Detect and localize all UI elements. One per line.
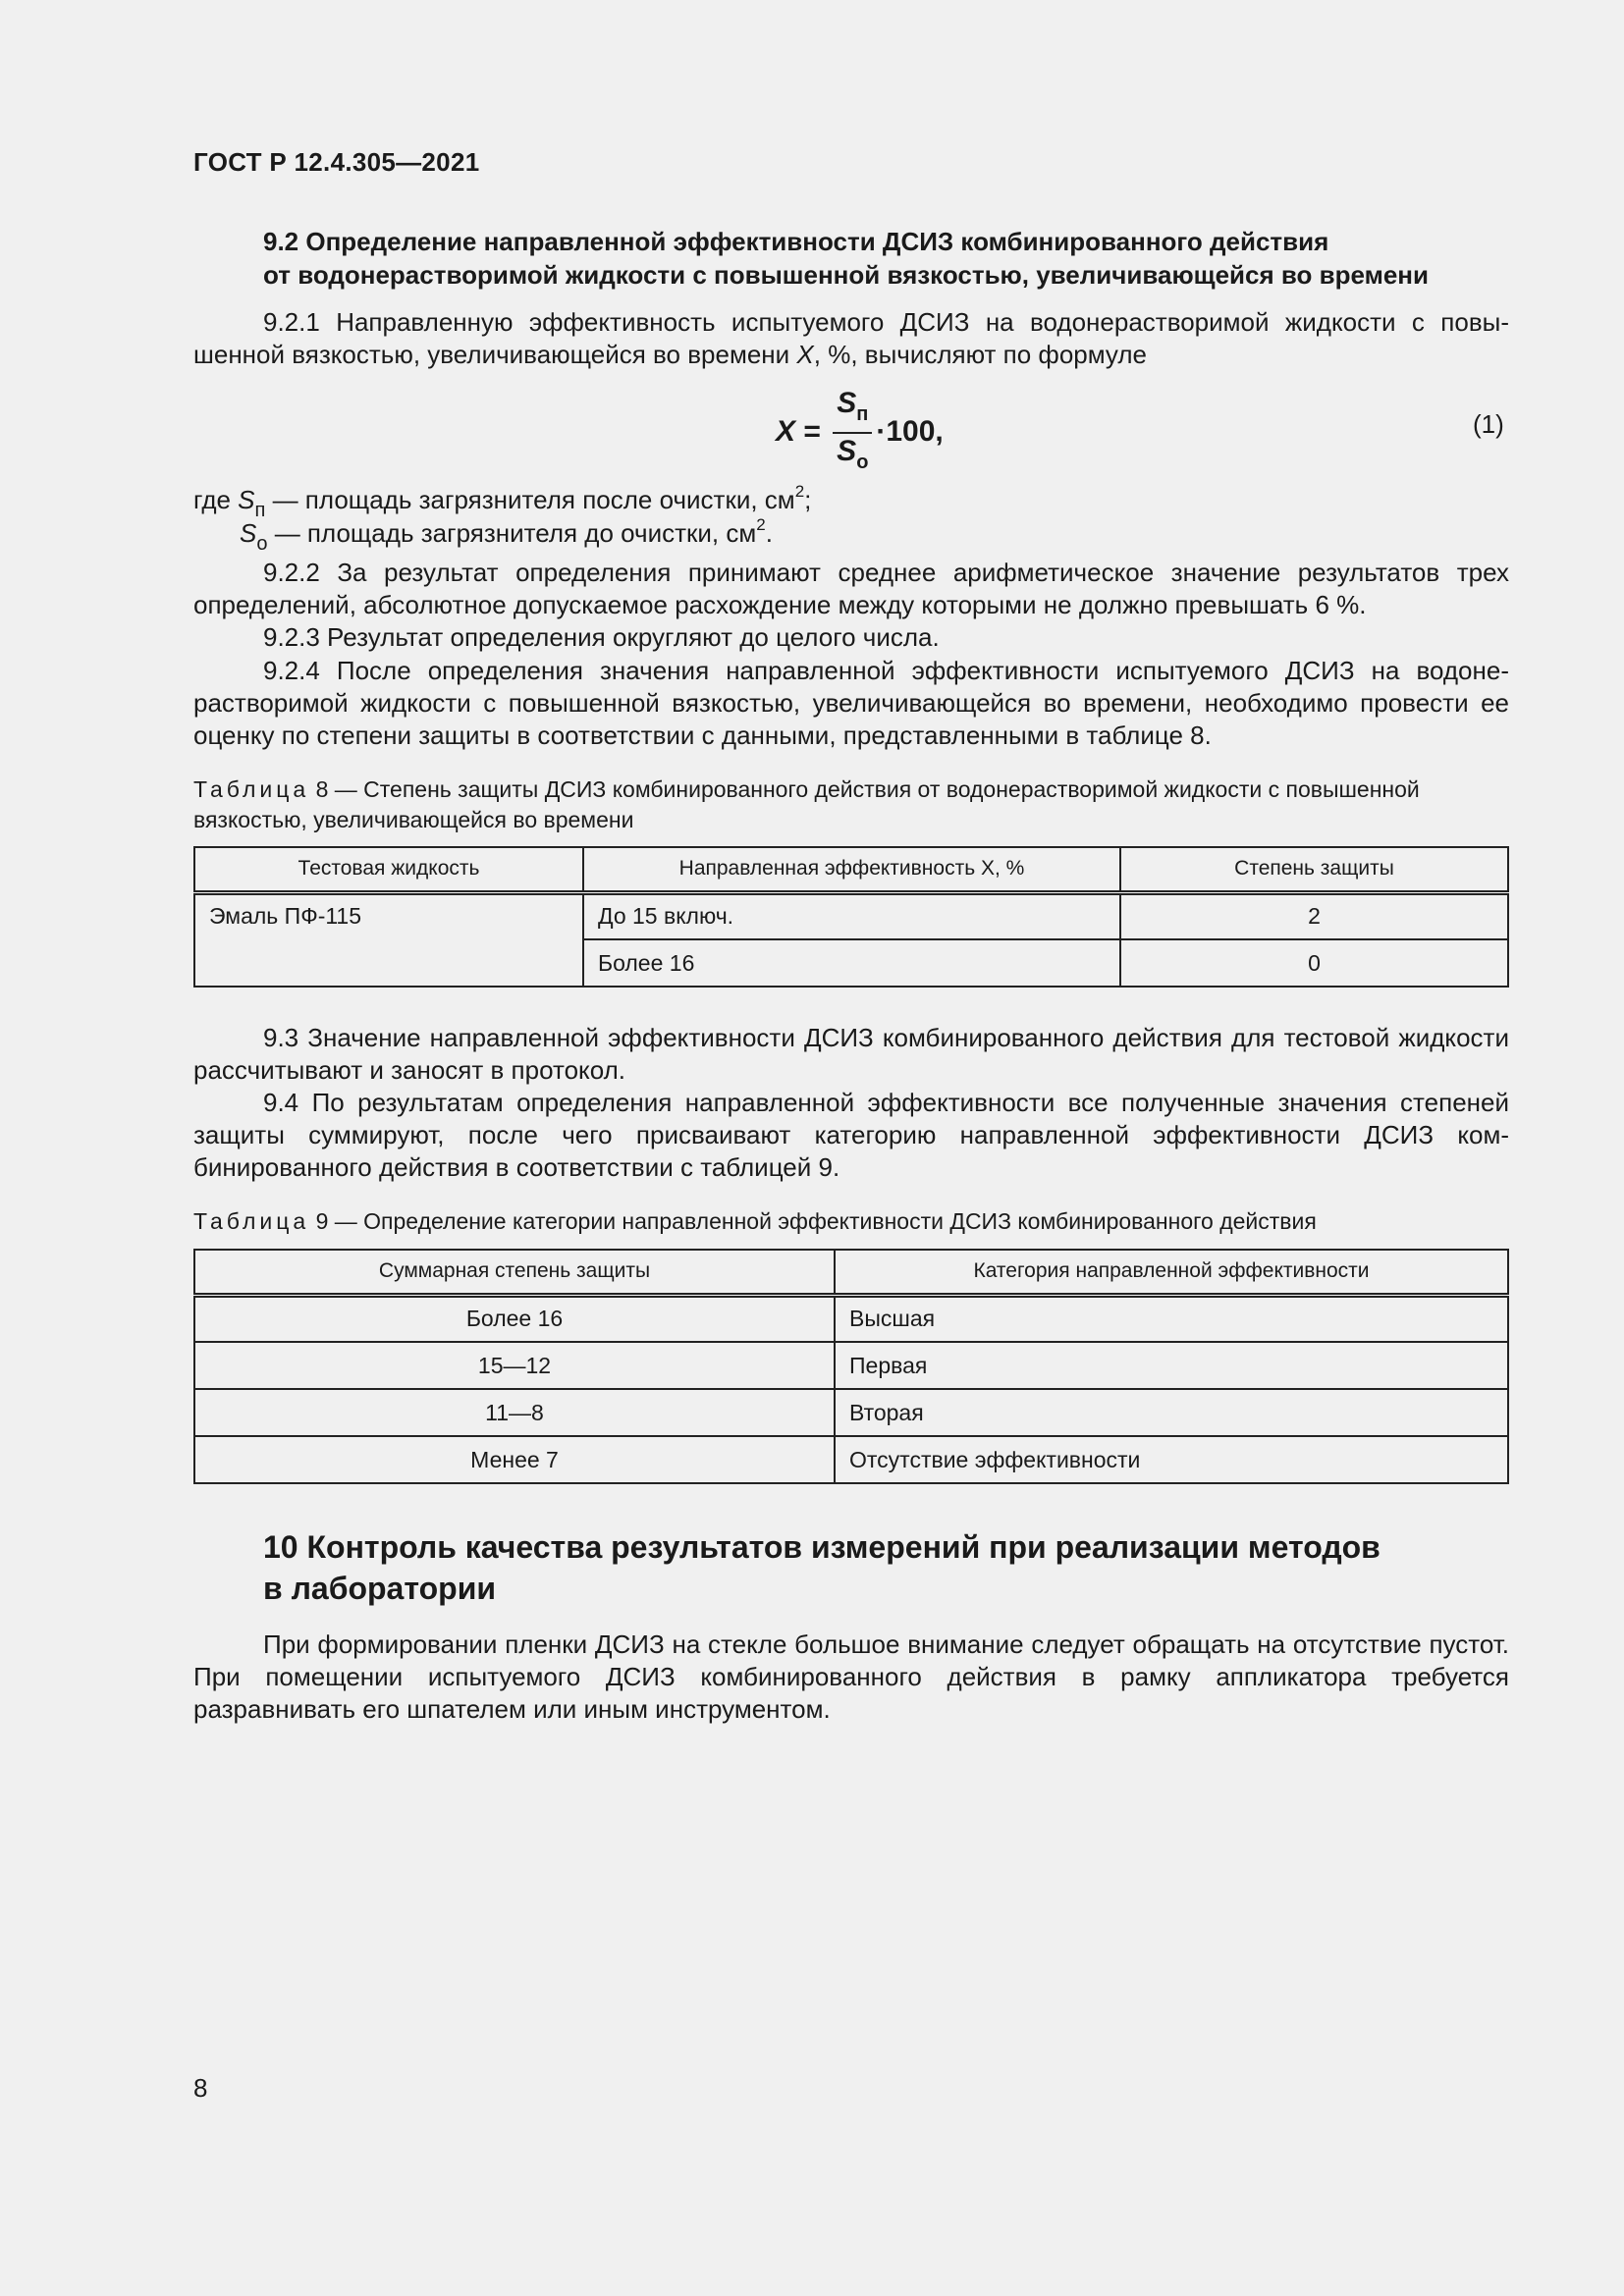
paragraph-9-2-3: 9.2.3 Результат определения округляют до целого числа. [263, 622, 940, 652]
table-row [194, 1436, 1508, 1483]
section-10-title-line1: 10 Контроль качества результатов измерений при реализации методов [263, 1529, 1380, 1565]
table-8-header-row [194, 847, 1508, 892]
page-number: 8 [193, 2073, 208, 2103]
table-8-fluid-cell: Эмаль ПФ-115 [194, 892, 583, 987]
table-row [194, 892, 1508, 939]
table-cell: 15—12 [194, 1342, 835, 1389]
formula-1: X = $\frac{S_п}{S_о}$ ·100, [776, 386, 944, 480]
paragraph-9-2-2: 9.2.2 За результат определения принимают среднее арифметическое значение результатов трех определений, абсолютное допускаемое расхождение между которыми не должно превышать 6 %. [193, 558, 1509, 619]
paragraph-9-2-1: 9.2.1 Направленную эффективность испытуемого ДСИЗ на водонерастворимой жидкости с повышенной вязкостью, увеличивающейся во времени X, %, вычисляют по формуле [193, 307, 1509, 369]
table-9-header-cell: Суммарная степень защиты [194, 1250, 835, 1295]
table-cell: До 15 включ. [583, 892, 1120, 939]
table-9 [193, 1249, 1509, 1484]
table-cell: Первая [835, 1342, 1508, 1389]
table-cell: 11—8 [194, 1389, 835, 1436]
formula-number: (1) [1473, 409, 1504, 439]
table-cell: Менее 7 [194, 1436, 835, 1483]
table-cell: Вторая [835, 1389, 1508, 1436]
table-8-caption: Таблица 8 — Степень защиты ДСИЗ комбинированного действия от водонерастворимой жидкости с повышенной вязкостью, увеличивающейся во времени [193, 776, 1420, 832]
table-cell: Высшая [835, 1295, 1508, 1342]
section-9-2-title [263, 225, 1510, 292]
section-9-2-title-line1: 9.2 Определение направленной эффективности ДСИЗ комбинированного действия [263, 227, 1329, 256]
table-row [194, 1295, 1508, 1342]
section-10-paragraph: При формировании пленки ДСИЗ на стекле большое внимание следует обращать на отсутствие пустот. При помещении испытуемого ДСИЗ комбинированного действия в рамку аппликатора требуется разравнивать его шпателем или иным инструментом. [193, 1629, 1509, 1724]
where-line-1: где $S_п$ — площадь загрязнителя после очистки, $см^2$; [193, 482, 812, 521]
table-8-header-cell: Направленная эффективность X, % [583, 847, 1120, 892]
table-cell: 0 [1120, 939, 1508, 987]
where-line-2: $S_о$ — площадь загрязнителя до очистки, $см^2$. [240, 515, 773, 555]
table-cell: 2 [1120, 892, 1508, 939]
table-9-header-row [194, 1250, 1508, 1295]
table-row [194, 1389, 1508, 1436]
table-8-header-cell: Тестовая жидкость [194, 847, 583, 892]
section-10-title-line2: в лаборатории [263, 1571, 497, 1606]
table-cell: Более 16 [194, 1295, 835, 1342]
table-8-header-cell: Степень защиты [1120, 847, 1508, 892]
formula-fraction: $\frac{S_п}{S_о}$ [833, 386, 872, 480]
section-10-title [263, 1526, 1510, 1609]
table-9-header-cell: Категория направленной эффективности [835, 1250, 1508, 1295]
paragraph-9-3: 9.3 Значение направленной эффективности ДСИЗ комбинированного действия для тестовой жидкости рассчитывают и заносят в протокол. [193, 1023, 1509, 1085]
document-header: ГОСТ Р 12.4.305—2021 [193, 147, 480, 177]
table-cell: Отсутствие эффективности [835, 1436, 1508, 1483]
section-9-2-title-line2: от водонерастворимой жидкости с повышенной вязкостью, увеличивающейся во времени [263, 260, 1429, 290]
table-cell: Более 16 [583, 939, 1120, 987]
table-8 [193, 846, 1509, 988]
table-9-caption: Таблица 9 — Определение категории направленной эффективности ДСИЗ комбинированного действия [193, 1208, 1317, 1234]
paragraph-9-4: 9.4 По результатам определения направленной эффективности все полученные значения степеней защиты суммируют, после чего присваивают категорию направленной эффективности ДСИЗ комбинированного действия в соответствии с таблицей 9. [193, 1088, 1509, 1182]
paragraph-9-2-4: 9.2.4 После определения значения направленной эффективности испытуемого ДСИЗ на водонерастворимой жидкости с повышенной вязкостью, увеличивающейся во времени, необходимо провести ее оценку по степени защиты в соответствии с данными, представленными в таблице 8. [193, 656, 1509, 750]
table-row [194, 1342, 1508, 1389]
